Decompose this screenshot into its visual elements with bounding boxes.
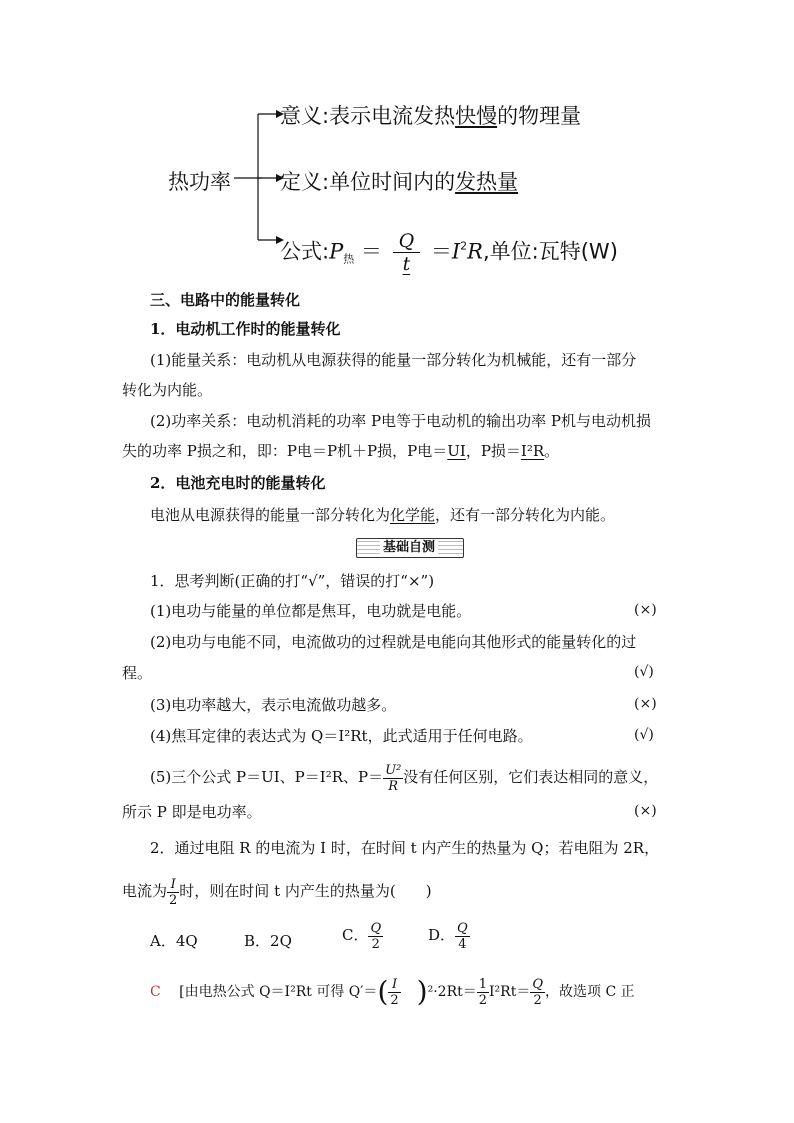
mindmap-branch-formula: 公式$:P_热$ ＝ $\frac{Q}{t}$ $=I^2R$,单位:瓦特(W) — [280, 230, 618, 275]
formula-lhs: P — [329, 239, 344, 264]
paragraph-energy-2: 转化为内能。 — [122, 381, 213, 399]
formula-fraction: $\frac{Q}{t}$ — [393, 230, 421, 275]
judgment-item-2-cont: 程。 — [122, 664, 153, 682]
answer-ui: UI — [447, 442, 466, 460]
judgment-mark-1: (×) — [634, 602, 657, 618]
paragraph-power-2: 失的功率 P损之和，即：P电＝P机＋P损，P电＝UI，P损＝I²R。 — [122, 442, 560, 460]
option-b[interactable]: B．2Q — [244, 932, 292, 950]
unit-label: 单位 — [489, 239, 532, 264]
judgment-item-2: (2)电功与电能不同，电流做功的过程就是电能向其他形式的能量转化的过 — [150, 633, 637, 651]
paragraph-power-1: (2)功率关系：电动机消耗的功率 P电等于电动机的输出功率 P机与电动机损 — [150, 412, 651, 430]
mindmap-branch-meaning: 意义:表示电流发热快慢的物理量 — [280, 104, 582, 128]
meaning-text-after: 的物理量 — [497, 104, 582, 128]
judgment-item-5-cont: 所示 P 即是电功率。 — [122, 803, 262, 821]
judgment-item-5: (5)三个公式 P＝UI、P＝I²R、P＝ $\frac{\text{U²}}{R}$ 没有任何区别，它们表达相同的意义， — [150, 762, 659, 794]
q1-title: 1．思考判断(正确的打“√”，错误的打“×”) — [150, 572, 435, 590]
mindmap-branch-definition: 定义:单位时间内的发热量 — [280, 170, 519, 194]
mindmap-root: 热功率 — [168, 170, 231, 194]
judgment-item-4: (4)焦耳定律的表达式为 Q＝I²Rt，此式适用于任何电路。 — [150, 727, 533, 745]
q2-fraction: $\frac{I}{2}$ — [169, 876, 178, 908]
meaning-text: 表示电流发热 — [329, 104, 456, 128]
answer-letter: C — [150, 984, 161, 1000]
subsection-title-2: 2．电池充电时的能量转化 — [150, 474, 326, 492]
formula-rhs-r: R — [467, 239, 483, 264]
option-c[interactable]: C． $\frac{Q}{2}$ — [342, 920, 382, 952]
judgment-mark-5: (×) — [634, 803, 657, 819]
formula-lhs-sub: 热 — [343, 252, 355, 266]
answer-explanation: C [由电热公式 Q＝I²Rt 可得 Q′＝( $\frac{I}{2}$ )²·2Rt＝ $\frac{1}{2}$ I²Rt＝ $\frac{Q}{2}$ ，故选项 C 正 — [150, 975, 635, 1008]
meaning-label: 意义 — [280, 104, 322, 128]
subsection-title-1: 1．电动机工作时的能量转化 — [150, 320, 341, 338]
judgment-5-fraction: $\frac{\text{U²}}{R}$ — [385, 762, 402, 794]
q2-line-1: 2．通过电阻 R 的电流为 I 时，在时间 t 内产生的热量为 Q；若电阻为 2R， — [150, 839, 660, 857]
definition-underlined: 发热量 — [455, 170, 519, 194]
judgment-item-1: (1)电功与能量的单位都是焦耳，电功就是电能。 — [150, 602, 472, 620]
option-a[interactable]: A．4Q — [150, 932, 198, 950]
section-heading: 三、电路中的能量转化 — [150, 291, 301, 309]
option-d[interactable]: D． $\frac{Q}{4}$ — [428, 920, 468, 952]
unit-value: 瓦特(W) — [538, 239, 618, 264]
self-test-banner: 基础自测 — [356, 538, 464, 558]
answer-i2r: I²R — [520, 442, 545, 460]
paragraph-battery: 电池从电源获得的能量一部分转化为化学能，还有一部分转化为内能。 — [150, 506, 616, 524]
paragraph-energy-1: (1)能量关系：电动机从电源获得的能量一部分转化为机械能，还有一部分 — [150, 351, 637, 369]
judgment-mark-4: (√) — [634, 727, 654, 743]
judgment-mark-3: (×) — [634, 696, 657, 712]
formula-rhs-i: I — [451, 239, 461, 264]
meaning-underlined: 快慢 — [455, 104, 498, 128]
q2-line-2: 电流为 $\frac{I}{2}$ 时，则在时间 t 内产生的热量为( ) — [122, 876, 432, 908]
definition-text: 单位时间内的 — [329, 170, 456, 194]
answer-chemical-energy: 化学能 — [390, 506, 436, 524]
definition-label: 定义 — [280, 170, 322, 194]
formula-label: 公式 — [280, 239, 322, 264]
judgment-mark-2: (√) — [634, 664, 654, 680]
judgment-item-3: (3)电功率越大，表示电流做功越多。 — [150, 696, 397, 714]
